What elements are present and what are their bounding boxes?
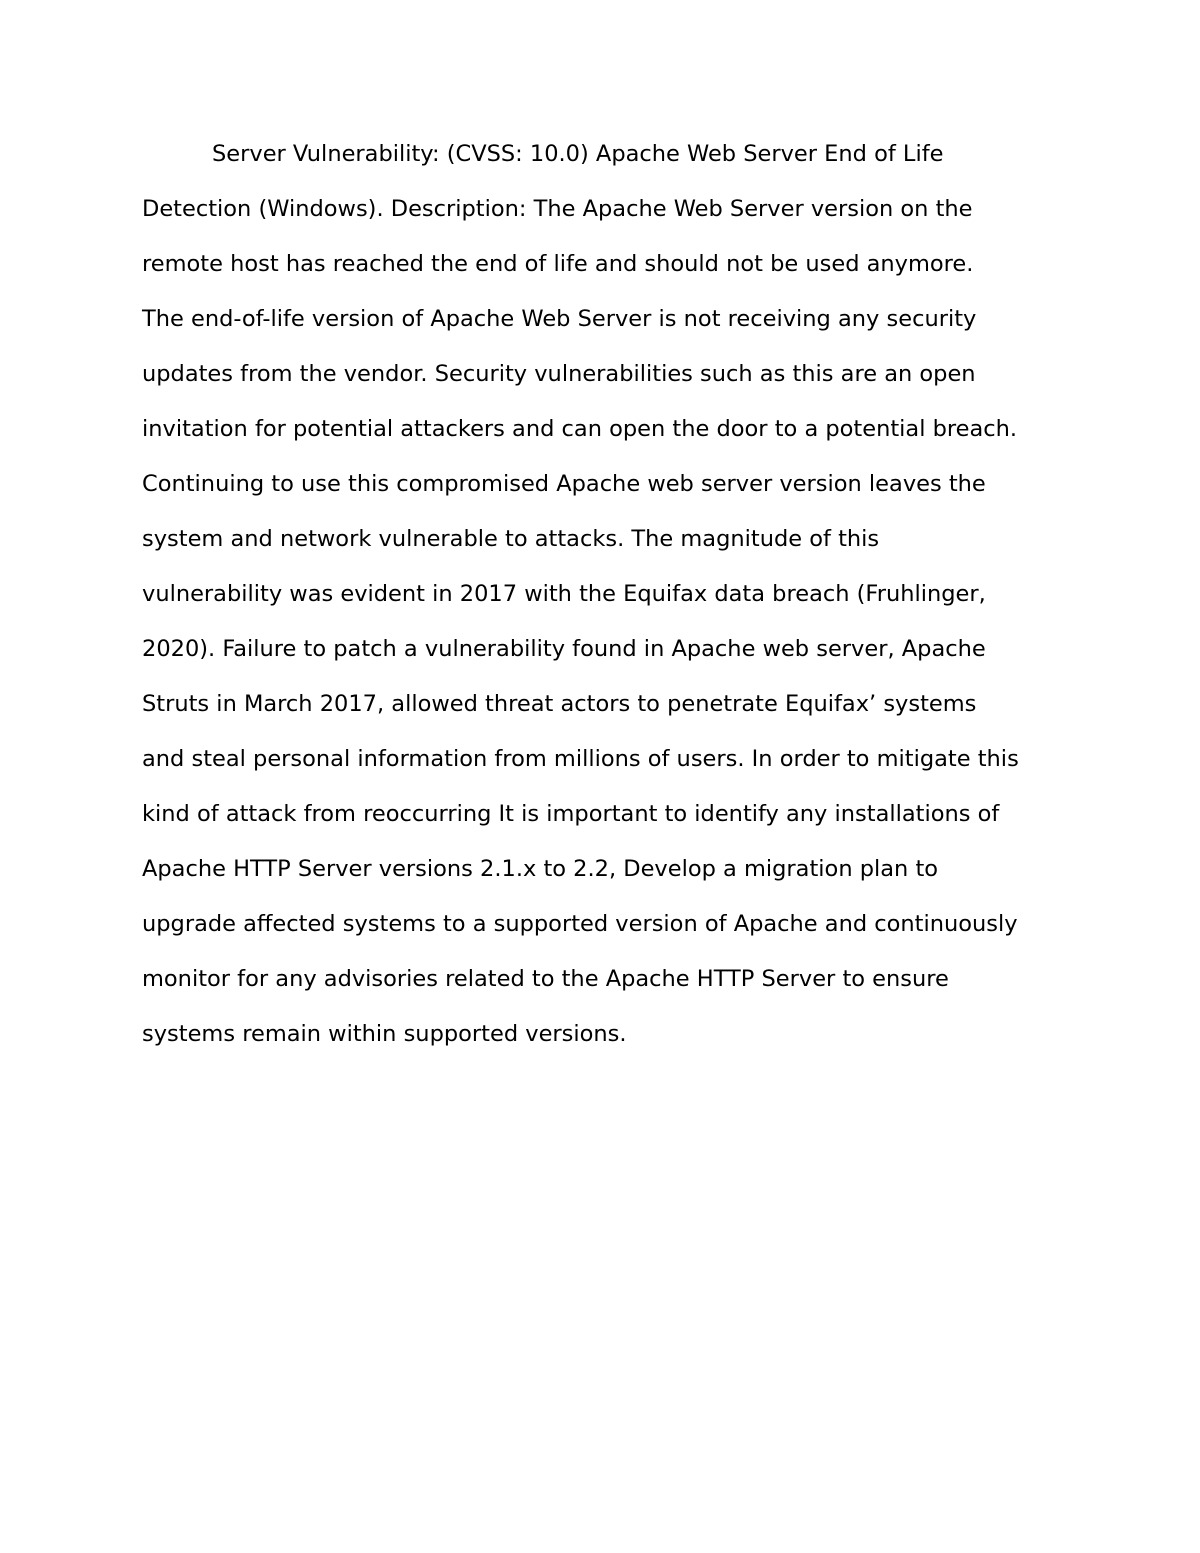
- paragraph-line: Server Vulnerability: (CVSS: 10.0) Apache Web Server End of Life: [212, 141, 944, 167]
- paragraph-line: Detection (Windows). Description: The Apache Web Server version on the: [142, 196, 973, 222]
- paragraph-line: updates from the vendor. Security vulnerabilities such as this are an open: [142, 361, 976, 387]
- paragraph-line: The end-of-life version of Apache Web Server is not receiving any security: [142, 306, 977, 332]
- paragraph-line: Apache HTTP Server versions 2.1.x to 2.2, Develop a migration plan to: [142, 856, 939, 882]
- paragraph-line: Continuing to use this compromised Apache web server version leaves the: [142, 471, 986, 497]
- paragraph-line: invitation for potential attackers and can open the door to a potential breach.: [142, 416, 1018, 442]
- paragraph-line: upgrade affected systems to a supported version of Apache and continuously: [142, 911, 1018, 937]
- paragraph-line: monitor for any advisories related to the Apache HTTP Server to ensure: [142, 966, 949, 992]
- paragraph-line: and steal personal information from millions of users. In order to mitigate this: [142, 746, 1019, 772]
- paragraph-line: Struts in March 2017, allowed threat actors to penetrate Equifax’ systems: [142, 691, 977, 717]
- paragraph-line: 2020). Failure to patch a vulnerability found in Apache web server, Apache: [142, 636, 986, 662]
- body-paragraph: [142, 127, 1082, 1062]
- paragraph-line: vulnerability was evident in 2017 with the Equifax data breach (Fruhlinger,: [142, 581, 986, 607]
- paragraph-line: systems remain within supported versions.: [142, 1021, 627, 1047]
- paragraph-line: system and network vulnerable to attacks. The magnitude of this: [142, 526, 880, 552]
- paragraph-line: kind of attack from reoccurring It is important to identify any installations of: [142, 801, 1000, 827]
- paragraph-line: remote host has reached the end of life and should not be used anymore.: [142, 251, 974, 277]
